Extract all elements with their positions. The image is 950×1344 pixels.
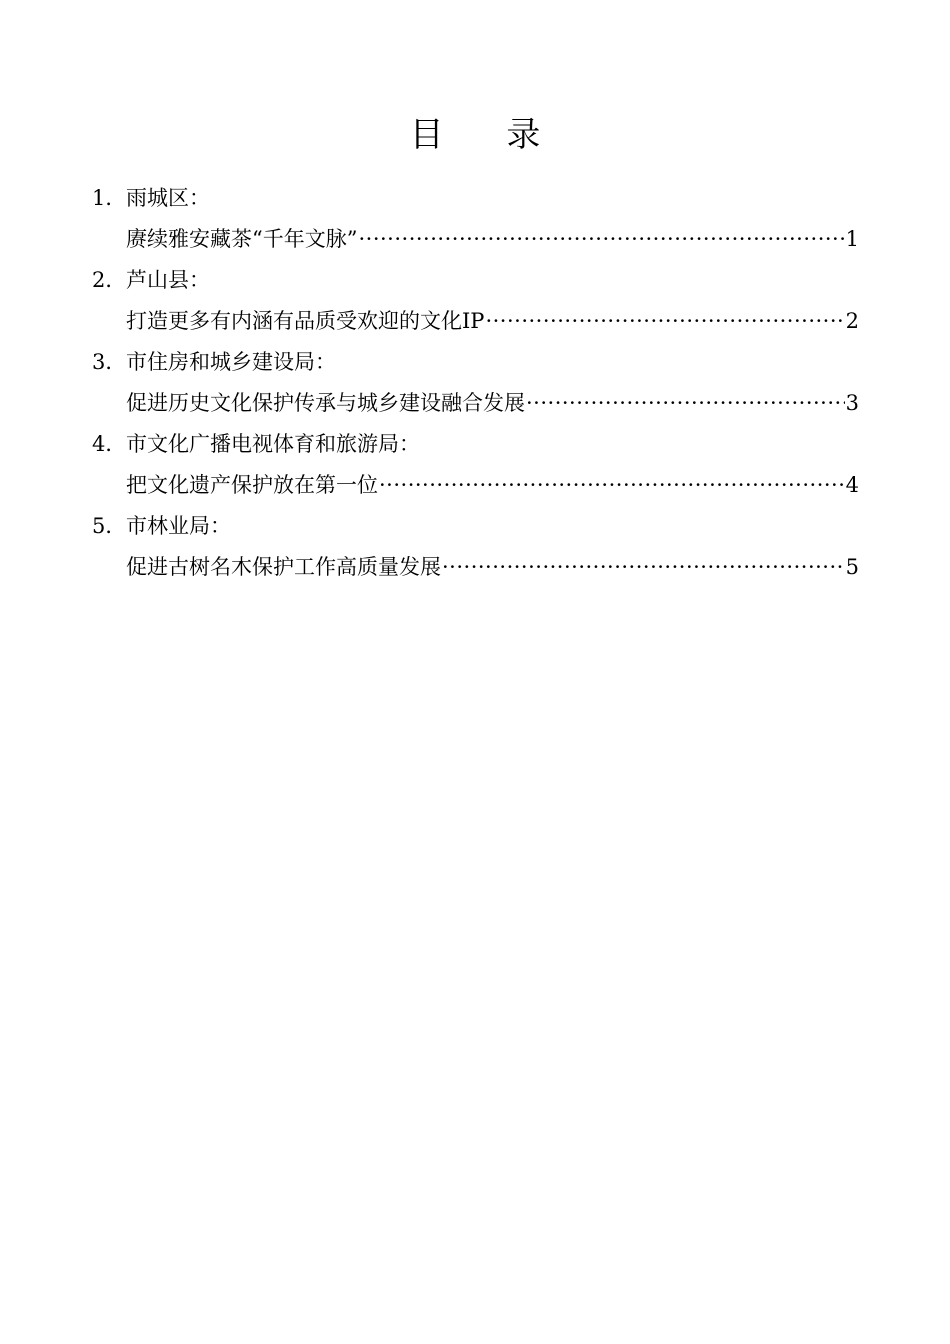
toc-page-number: 4	[845, 473, 859, 497]
toc-dot-leader	[442, 547, 845, 588]
toc-section-heading[interactable]	[92, 506, 859, 547]
toc-section	[92, 260, 859, 342]
toc-section-title: 市住房和城乡建设局：	[126, 350, 336, 374]
toc-page-number: 3	[845, 391, 859, 415]
toc-entry[interactable]	[92, 219, 859, 260]
toc-entry-title: 赓续雅安藏茶“千年文脉”	[126, 227, 358, 251]
toc-dot-leader	[485, 301, 844, 342]
toc-section	[92, 424, 859, 506]
toc-entry[interactable]	[92, 465, 859, 506]
toc-section	[92, 506, 859, 588]
toc-dot-leader	[358, 219, 844, 260]
toc-entry-title: 打造更多有内涵有品质受欢迎的文化IP	[126, 309, 485, 333]
toc-dot-leader	[379, 465, 845, 506]
toc-dot-leader	[526, 383, 845, 424]
page-title: 目 录	[409, 114, 567, 155]
toc-section-heading[interactable]	[92, 424, 859, 465]
toc-section-number: 1．	[92, 186, 127, 210]
toc-section-number: 4．	[92, 432, 127, 456]
toc-section	[92, 178, 859, 260]
toc-section-number: 3．	[92, 350, 127, 374]
toc-entry[interactable]	[92, 547, 859, 588]
toc-section-number: 5．	[92, 514, 127, 538]
toc-page-number: 1	[845, 227, 859, 251]
toc-entry-title: 把文化遗产保护放在第一位	[126, 473, 378, 497]
table-of-contents	[92, 178, 859, 588]
toc-entry[interactable]	[92, 301, 859, 342]
toc-page-number: 5	[845, 555, 859, 579]
toc-entry[interactable]	[92, 383, 859, 424]
toc-entry-title: 促进历史文化保护传承与城乡建设融合发展	[126, 391, 525, 415]
toc-section-heading[interactable]	[92, 178, 859, 219]
toc-section-title: 市林业局：	[126, 514, 231, 538]
toc-section-title: 芦山县：	[126, 268, 210, 292]
toc-section-number: 2．	[92, 268, 127, 292]
toc-page-number: 2	[845, 309, 859, 333]
toc-section-title: 雨城区：	[126, 186, 210, 210]
toc-section	[92, 342, 859, 424]
toc-section-heading[interactable]	[92, 260, 859, 301]
toc-entry-title: 促进古树名木保护工作高质量发展	[126, 555, 441, 579]
toc-section-title: 市文化广播电视体育和旅游局：	[126, 432, 420, 456]
toc-section-heading[interactable]	[92, 342, 859, 383]
